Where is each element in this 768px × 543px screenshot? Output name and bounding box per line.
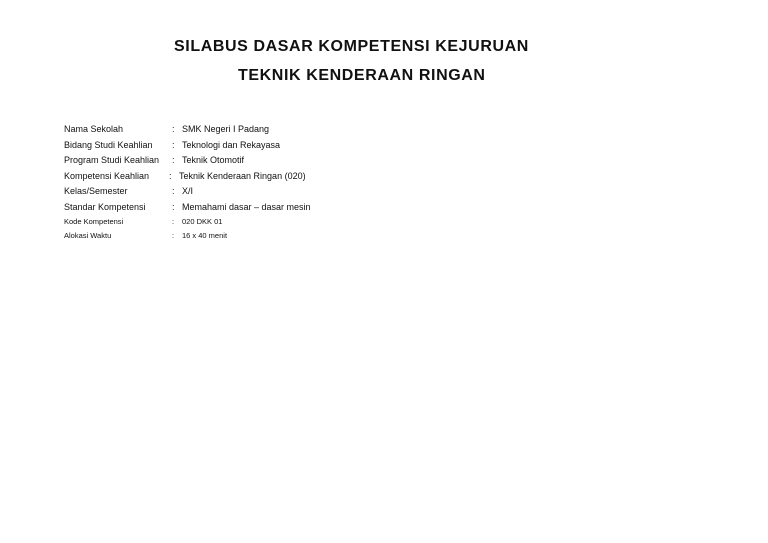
info-label: Kelas/Semester: [64, 186, 128, 196]
info-row-kompetensi-keahlian: [64, 169, 384, 185]
info-separator: :: [172, 186, 175, 196]
info-value: 16 x 40 menit: [182, 230, 228, 240]
info-value: 020 DKK 01: [182, 217, 223, 226]
info-label: Kompetensi Keahlian: [64, 170, 150, 181]
info-separator: :: [172, 230, 175, 240]
info-row-alokasi-waktu: [64, 229, 384, 243]
info-value: SMK Negeri I Padang: [182, 124, 270, 134]
info-value: Teknik Otomotif: [182, 155, 245, 165]
document-subtitle: TEKNIK KENDERAAN RINGAN: [238, 67, 486, 84]
info-label: Program Studi Keahlian: [64, 155, 160, 165]
info-row-kode-kompetensi: [64, 215, 384, 229]
info-label: Standar Kompetensi: [64, 201, 146, 212]
identity-table: [64, 122, 384, 242]
info-separator: :: [172, 201, 175, 212]
info-separator: :: [172, 139, 175, 150]
info-value: Teknologi dan Rekayasa: [182, 139, 281, 150]
info-row-program-studi: [64, 153, 384, 169]
info-separator: :: [172, 155, 175, 165]
info-separator: :: [169, 170, 172, 181]
info-row-nama-sekolah: [64, 122, 384, 138]
info-separator: :: [172, 217, 175, 226]
info-row-bidang-studi: [64, 138, 384, 154]
info-value: X/I: [182, 186, 194, 196]
info-label: Alokasi Waktu: [64, 230, 112, 240]
info-label: Kode Kompetensi: [64, 217, 124, 226]
info-row-kelas-semester: [64, 184, 384, 200]
info-label: Nama Sekolah: [64, 124, 124, 134]
info-value: Memahami dasar – dasar mesin: [182, 201, 311, 212]
info-separator: :: [172, 124, 175, 134]
document-title: SILABUS DASAR KOMPETENSI KEJURUAN: [174, 38, 529, 55]
info-value: Teknik Kenderaan Ringan (020): [179, 170, 306, 181]
info-row-standar-kompetensi: [64, 200, 384, 216]
info-label: Bidang Studi Keahlian: [64, 139, 153, 150]
